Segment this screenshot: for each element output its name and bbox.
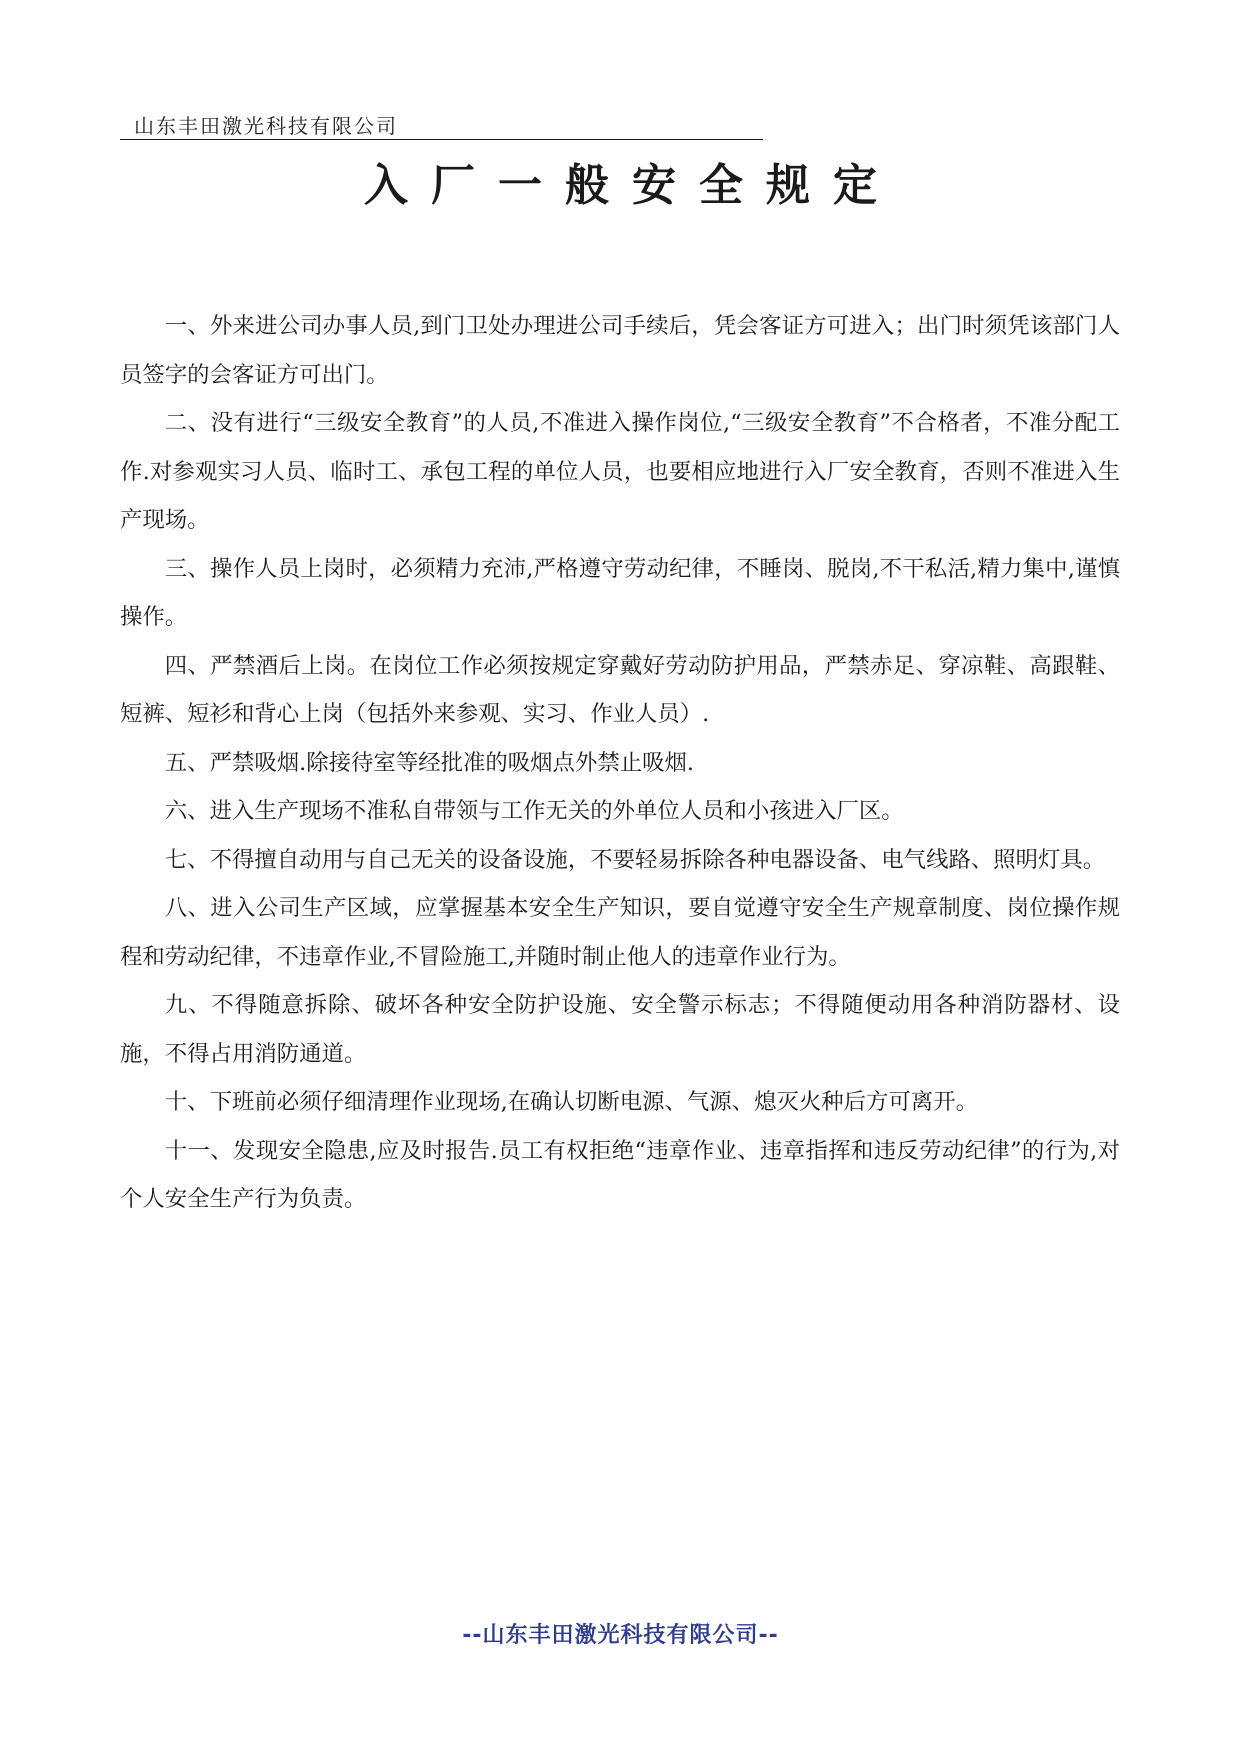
rule-paragraph-3: 三、操作人员上岗时，必须精力充沛,严格遵守劳动纪律，不睡岗、脱岗,不干私活,精力集中,谨慎操作。 [120,555,1120,630]
document-body [120,302,1120,1224]
document-header [120,113,763,140]
rule-paragraph-2: 二、没有进行“三级安全教育”的人员,不准进入操作岗位,“三级安全教育”不合格者，不准分配工作.对参观实习人员、临时工、承包工程的单位人员，也要相应地进行入厂安全教育，否则不准进入生产现场。 [120,410,1120,533]
rule-paragraph-4: 四、严禁酒后上岗。在岗位工作必须按规定穿戴好劳动防护用品，严禁赤足、穿凉鞋、高跟鞋、短裤、短衫和背心上岗（包括外来参观、实习、作业人员）. [120,652,1120,727]
document-footer: --山东丰田激光科技有限公司-- [462,1623,779,1648]
rule-paragraph-11: 十一、发现安全隐患,应及时报告.员工有权拒绝“违章作业、违章指挥和违反劳动纪律”的行为,对个人安全生产行为负责。 [120,1137,1120,1212]
rule-paragraph-9: 九、不得随意拆除、破坏各种安全防护设施、安全警示标志；不得随便动用各种消防器材、设施，不得占用消防通道。 [120,992,1120,1067]
rule-paragraph-5: 五、严禁吸烟.除接待室等经批准的吸烟点外禁止吸烟. [164,749,695,776]
rule-paragraph-7: 七、不得擅自动用与自己无关的设备设施，不要轻易拆除各种电器设备、电气线路、照明灯具。 [164,846,1106,873]
rule-paragraph-10: 十、下班前必须仔细清理作业现场,在确认切断电源、气源、熄灭火种后方可离开。 [164,1089,978,1115]
document-title: 入厂一般安全规定 [364,160,900,211]
rule-paragraph-1: 一、外来进公司办事人员,到门卫处办理进公司手续后，凭会客证方可进入；出门时须凭该部门人员签字的会客证方可出门。 [120,313,1120,388]
rule-paragraph-8: 八、进入公司生产区域，应掌握基本安全生产知识，要自觉遵守安全生产规章制度、岗位操作规程和劳动纪律，不违章作业,不冒险施工,并随时制止他人的违章作业行为。 [120,895,1120,970]
rule-paragraph-6: 六、进入生产现场不准私自带领与工作无关的外单位人员和小孩进入厂区。 [164,798,904,824]
header-company-name: 山东丰田激光科技有限公司 [134,114,398,138]
